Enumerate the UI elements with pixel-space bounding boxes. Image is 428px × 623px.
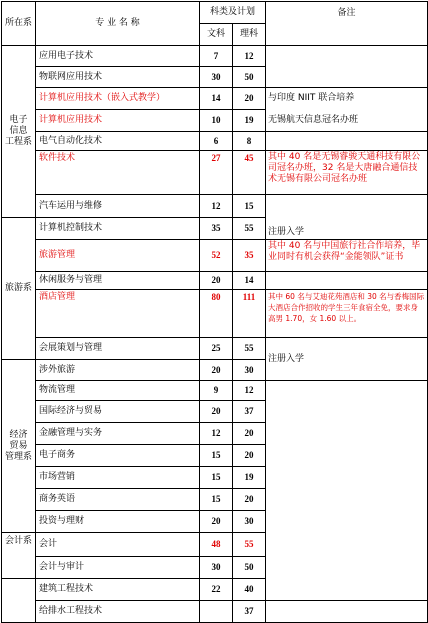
remark-cell: 其中 60 名与艾迪花苑酒店和 30 名与香梅国际大酒店合作招收的学生三年食宿全免，要求身高男 1.70，女 1.60 以上。 bbox=[266, 290, 428, 338]
table-row bbox=[2, 151, 428, 195]
program-name: 计算机控制技术 bbox=[36, 218, 200, 240]
program-name: 建筑工程技术 bbox=[36, 579, 200, 601]
wen-count: 15 bbox=[200, 445, 233, 467]
li-count: 37 bbox=[233, 401, 266, 423]
program-name: 计算机应用技术（嵌入式教学） bbox=[36, 88, 200, 110]
li-count: 12 bbox=[233, 381, 266, 401]
li-count: 50 bbox=[233, 67, 266, 88]
wen-count: 27 bbox=[200, 151, 233, 195]
wen-count: 22 bbox=[200, 579, 233, 601]
wen-count bbox=[200, 601, 233, 623]
program-name: 涉外旅游 bbox=[36, 360, 200, 381]
program-name: 应用电子技术 bbox=[36, 46, 200, 67]
remark-cell bbox=[266, 132, 428, 151]
li-count: 19 bbox=[233, 467, 266, 489]
remark-cell: 与印度 NIIT 联合培养 bbox=[266, 88, 428, 110]
wen-count: 9 bbox=[200, 381, 233, 401]
enrollment-plan-table bbox=[1, 1, 428, 623]
program-name: 物联网应用技术 bbox=[36, 67, 200, 88]
table-row bbox=[2, 132, 428, 151]
wen-count: 48 bbox=[200, 533, 233, 557]
wen-count: 20 bbox=[200, 360, 233, 381]
program-name: 商务英语 bbox=[36, 489, 200, 511]
dept-blank bbox=[2, 579, 36, 623]
li-count: 20 bbox=[233, 423, 266, 445]
wen-count: 12 bbox=[200, 195, 233, 218]
table-row bbox=[2, 601, 428, 623]
li-count: 55 bbox=[233, 338, 266, 360]
table-row bbox=[2, 195, 428, 218]
li-count: 20 bbox=[233, 88, 266, 110]
li-count: 12 bbox=[233, 46, 266, 67]
wen-count: 35 bbox=[200, 218, 233, 240]
program-name: 市场营销 bbox=[36, 467, 200, 489]
program-name: 会计 bbox=[36, 533, 200, 557]
header-wen: 文科 bbox=[200, 24, 233, 46]
li-count: 35 bbox=[233, 240, 266, 272]
remark-cell bbox=[266, 46, 428, 88]
li-count: 45 bbox=[233, 151, 266, 195]
table-row bbox=[2, 338, 428, 360]
wen-count: 7 bbox=[200, 46, 233, 67]
program-name: 酒店管理 bbox=[36, 290, 200, 338]
dept-tourism: 旅游系 bbox=[2, 218, 36, 360]
li-count: 30 bbox=[233, 511, 266, 533]
program-name: 金融管理与实务 bbox=[36, 423, 200, 445]
header-program: 专 业 名 称 bbox=[36, 2, 200, 46]
li-count: 20 bbox=[233, 489, 266, 511]
li-count: 55 bbox=[233, 218, 266, 240]
header-row-1 bbox=[2, 2, 428, 24]
remark-cell bbox=[266, 601, 428, 623]
li-count: 19 bbox=[233, 110, 266, 132]
remark-cell: 其中 40 名是无锡睿骏天通科技有限公司冠名办班，32 名是大唐融合通信技术无锡有限公司冠名办班 bbox=[266, 151, 428, 195]
program-name: 会展策划与管理 bbox=[36, 338, 200, 360]
li-count: 15 bbox=[233, 195, 266, 218]
table-row bbox=[2, 110, 428, 132]
wen-count: 15 bbox=[200, 467, 233, 489]
header-li: 理科 bbox=[233, 24, 266, 46]
wen-count: 25 bbox=[200, 338, 233, 360]
table-row bbox=[2, 272, 428, 290]
program-name: 软件技术 bbox=[36, 151, 200, 195]
table-row bbox=[2, 290, 428, 338]
program-name: 汽车运用与维修 bbox=[36, 195, 200, 218]
wen-count: 20 bbox=[200, 272, 233, 290]
table-row bbox=[2, 88, 428, 110]
wen-count: 30 bbox=[200, 67, 233, 88]
li-count: 55 bbox=[233, 533, 266, 557]
li-count: 37 bbox=[233, 601, 266, 623]
table-row bbox=[2, 381, 428, 401]
program-name: 物流管理 bbox=[36, 381, 200, 401]
wen-count: 20 bbox=[200, 401, 233, 423]
wen-count: 20 bbox=[200, 511, 233, 533]
header-dept: 所在系 bbox=[2, 2, 36, 46]
program-name: 电气自动化技术 bbox=[36, 132, 200, 151]
wen-count: 14 bbox=[200, 88, 233, 110]
li-count: 111 bbox=[233, 290, 266, 338]
wen-count: 6 bbox=[200, 132, 233, 151]
wen-count: 80 bbox=[200, 290, 233, 338]
remark-cell bbox=[266, 272, 428, 290]
li-count: 8 bbox=[233, 132, 266, 151]
wen-count: 15 bbox=[200, 489, 233, 511]
program-name: 投资与理财 bbox=[36, 511, 200, 533]
header-remark: 备注 bbox=[266, 2, 428, 46]
table-row bbox=[2, 240, 428, 272]
program-name: 计算机应用技术 bbox=[36, 110, 200, 132]
dept-electronics: 电子 信息 工程系 bbox=[2, 46, 36, 218]
remark-cell: 其中 40 名与中国旅行社合作培养，毕业同时有机会获得“金能领队”证书 bbox=[266, 240, 428, 272]
remark-cell: 注册入学 bbox=[266, 195, 428, 240]
li-count: 30 bbox=[233, 360, 266, 381]
program-name: 国际经济与贸易 bbox=[36, 401, 200, 423]
table-row bbox=[2, 46, 428, 67]
program-name: 给排水工程技术 bbox=[36, 601, 200, 623]
li-count: 40 bbox=[233, 579, 266, 601]
remark-cell bbox=[266, 381, 428, 601]
li-count: 14 bbox=[233, 272, 266, 290]
wen-count: 12 bbox=[200, 423, 233, 445]
program-name: 旅游管理 bbox=[36, 240, 200, 272]
wen-count: 52 bbox=[200, 240, 233, 272]
wen-count: 10 bbox=[200, 110, 233, 132]
remark-cell: 无锡航天信息冠名办班 bbox=[266, 110, 428, 132]
header-plan: 科类及计划 bbox=[200, 2, 266, 24]
li-count: 50 bbox=[233, 557, 266, 579]
program-name: 会计与审计 bbox=[36, 557, 200, 579]
program-name: 电子商务 bbox=[36, 445, 200, 467]
program-name: 休闲服务与管理 bbox=[36, 272, 200, 290]
li-count: 20 bbox=[233, 445, 266, 467]
dept-accounting: 会计系 bbox=[2, 533, 36, 579]
dept-economics: 经济 贸易 管理系 bbox=[2, 360, 36, 533]
wen-count: 30 bbox=[200, 557, 233, 579]
remark-cell: 注册入学 bbox=[266, 338, 428, 381]
